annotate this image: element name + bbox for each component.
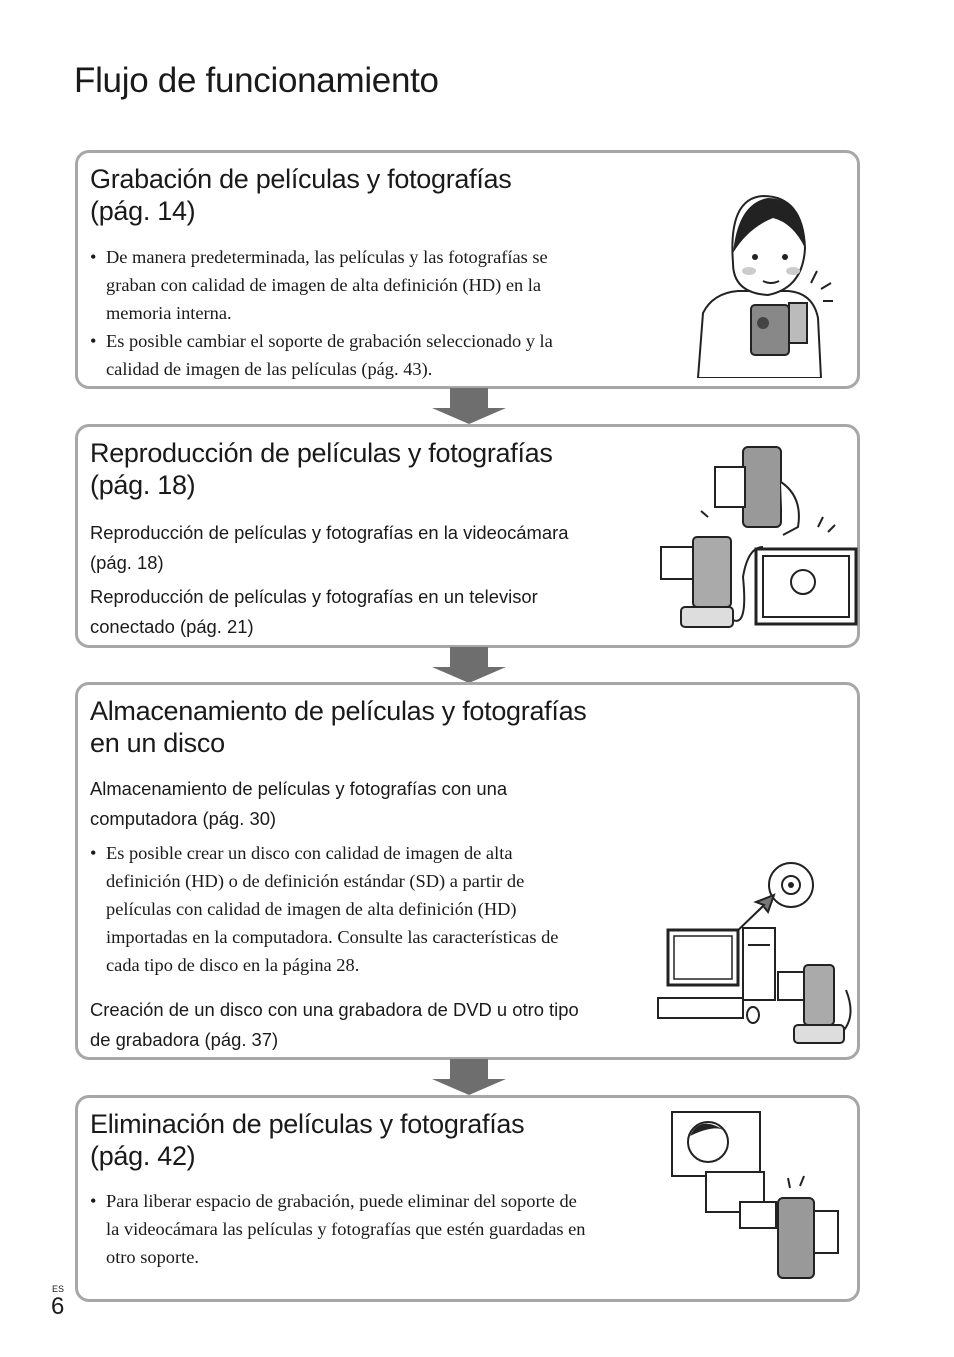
camcorder-tv-illustration [653,437,858,637]
bullet-list [90,839,650,979]
bullet-list [90,243,650,383]
section-title: Reproducción de películas y fotografías (pág. 18) [90,438,553,500]
dvd-recorder-text: Creación de un disco con una grabadora de DVD u otro tipo de grabadora (pág. 37) [90,999,579,1050]
page-number: 6 [51,1293,65,1320]
person-recording-illustration [693,193,833,378]
computer-disc-illustration [656,850,861,1050]
bullet-item: • Es posible cambiar el soporte de grabación seleccionado y la calidad de imagen de las películas (pág. 43). [90,327,650,383]
section-recording [75,150,860,389]
section-title: Grabación de películas y fotografías (pág. 14) [90,164,512,226]
page-title: Flujo de funcionamiento [74,61,439,101]
flow-arrow-icon [432,388,506,424]
flow-arrow-icon [432,647,506,683]
delete-photos-illustration [670,1106,850,1286]
playback-camcorder-text: Reproducción de películas y fotografías en la videocámara (pág. 18) [90,522,569,573]
section-playback [75,424,860,648]
playback-tv-text: Reproducción de películas y fotografías en un televisor conectado (pág. 21) [90,586,538,637]
bullet-list [90,1187,665,1271]
section-title: Eliminación de películas y fotografías (pág. 42) [90,1109,525,1171]
language-code: ES [52,1284,65,1294]
section-deletion [75,1095,860,1302]
bullet-item: • Es posible crear un disco con calidad de imagen de alta definición (HD) o de definición estándar (SD) a partir de películas con calidad de imagen de alta definición (HD) importadas en la computadora. Consulte las características de cada tipo de disco en la página 28. [90,839,650,979]
bullet-item: • De manera predeterminada, las películas y las fotografías se graban con calidad de imagen de alta definición (HD) en la memoria interna. [90,243,650,327]
bullet-item: • Para liberar espacio de grabación, puede eliminar del soporte de la videocámara las películas y fotografías que estén guardadas en otro soporte. [90,1187,665,1271]
section-disc-storage [75,682,860,1060]
flow-arrow-icon [432,1059,506,1095]
section-title: Almacenamiento de películas y fotografías en un disco [90,696,587,758]
computer-storage-text: Almacenamiento de películas y fotografías con una computadora (pág. 30) [90,778,508,829]
